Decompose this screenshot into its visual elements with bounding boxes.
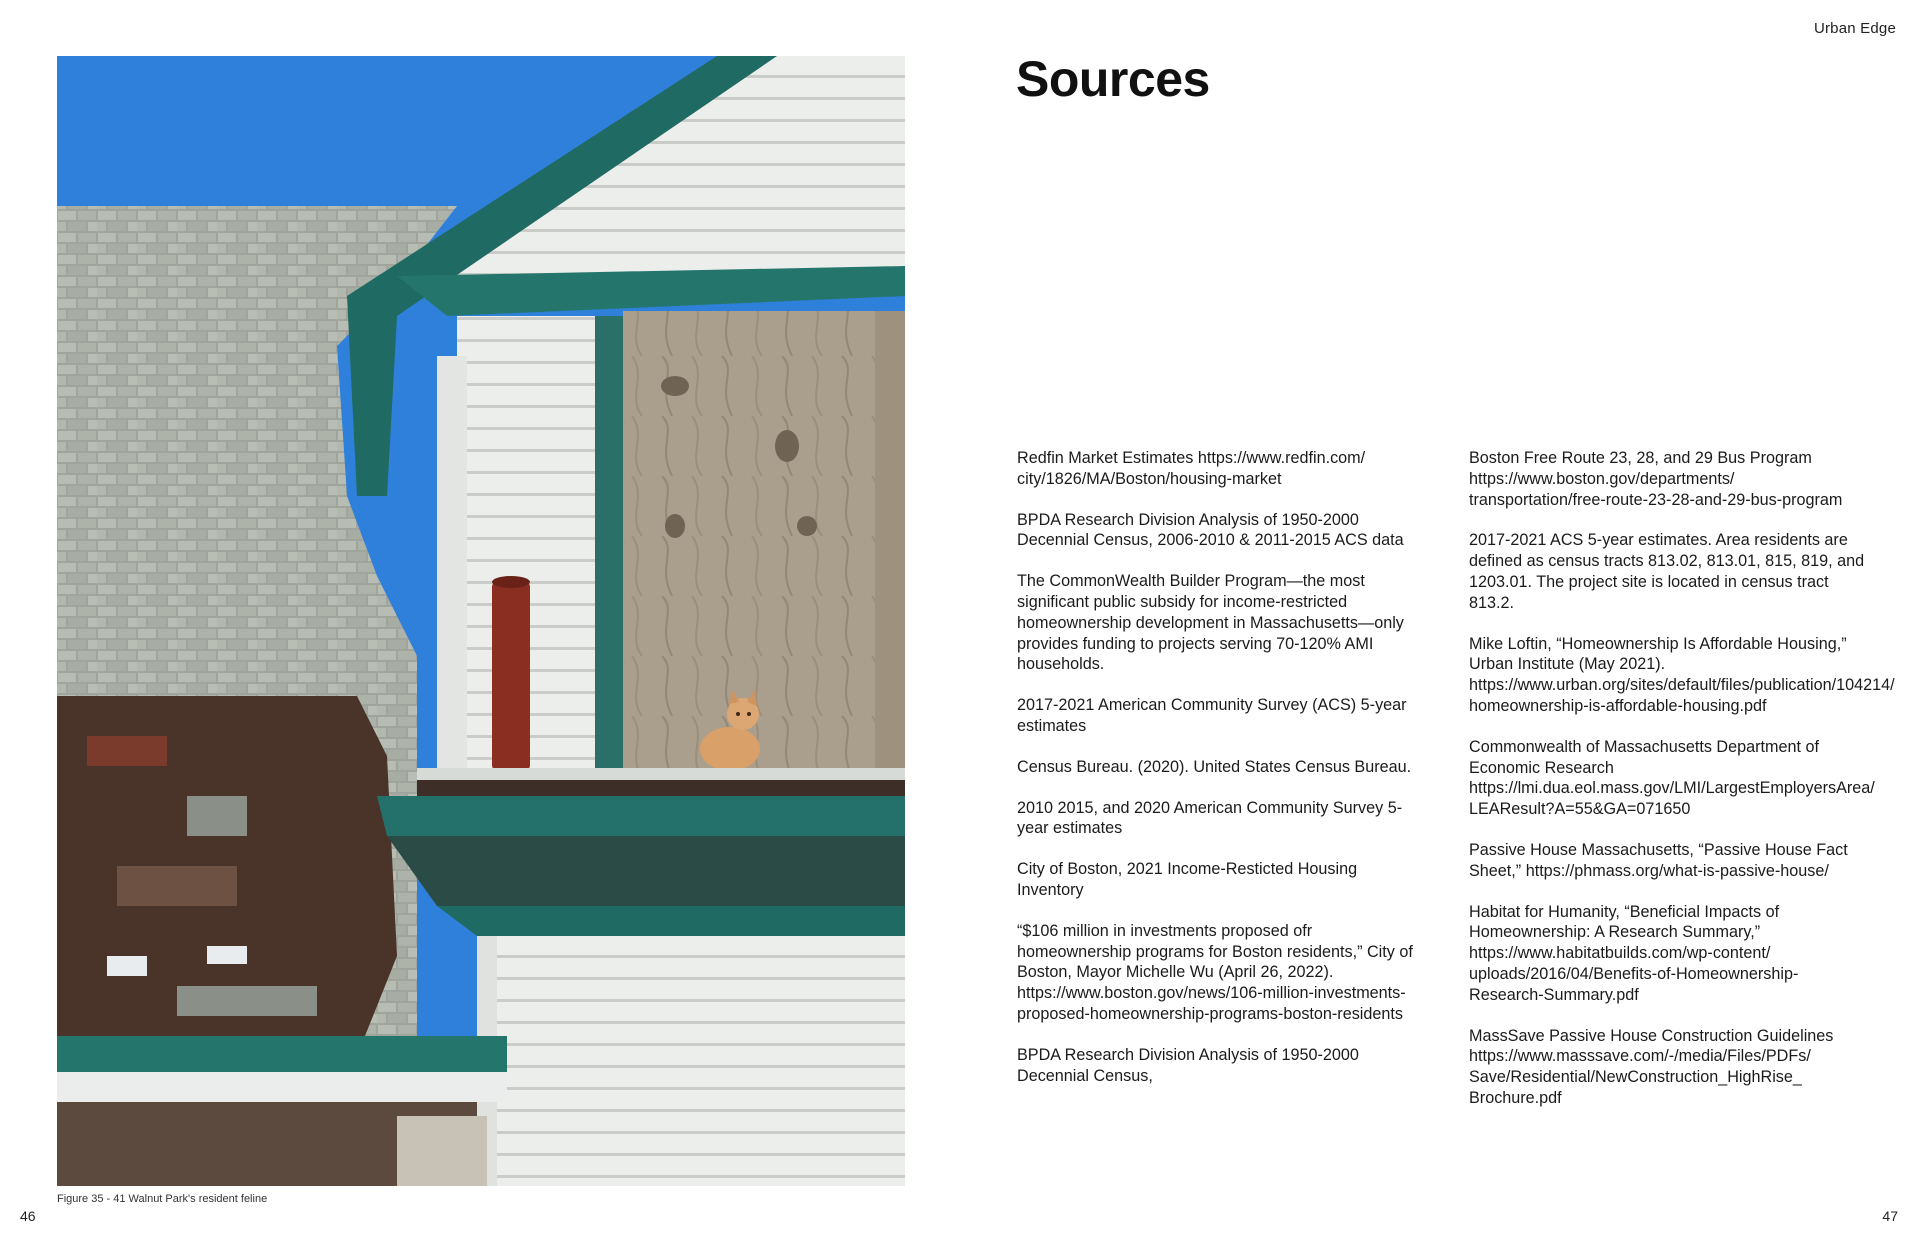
sources-right-column <box>1469 448 1895 1129</box>
source-entry: The CommonWealth Builder Program—the most significant public subsidy for income-restricted homeownership development in Massachusetts—only provides funding to projects serving 70-120% AMI households. <box>1017 572 1404 674</box>
source-entry: Census Bureau. (2020). United States Census Bureau. <box>1017 757 1412 776</box>
source-entry: BPDA Research Division Analysis of 1950-2000 Decennial Census, 2006-2010 & 2011-2015 ACS data <box>1017 510 1404 550</box>
source-entry: City of Boston, 2021 Income-Resticted Housing Inventory <box>1017 860 1358 899</box>
source-entry: Commonwealth of Massachusetts Department of Economic Research https://lmi.dua.eol.mass.gov/LMI/LargestEmployersArea/ LEAResult?A=55&GA=071650 <box>1469 737 1875 819</box>
page-number-left: 46 <box>20 1208 36 1224</box>
house-photo <box>57 56 905 1186</box>
source-entry: BPDA Research Division Analysis of 1950-2000 Decennial Census, <box>1017 1045 1359 1085</box>
cornice <box>377 796 905 836</box>
window-sill <box>417 768 905 780</box>
source-entry: 2010 2015, and 2020 American Community Survey 5-year estimates <box>1017 798 1403 838</box>
source-entry: Boston Free Route 23, 28, and 29 Bus Program https://www.boston.gov/departments/ transportation/free-route-23-28-and-29-bus-program <box>1469 449 1843 509</box>
source-entry: Mike Loftin, “Homeownership Is Affordable Housing,” Urban Institute (May 2021). https://www.urban.org/sites/default/files/publication/104214/ homeownership-is-affordable-housing.pdf <box>1469 634 1895 715</box>
running-header: Urban Edge <box>1813 20 1896 37</box>
source-entry: Redfin Market Estimates https://www.redfin.com/ city/1826/MA/Boston/housing-market <box>1017 449 1366 488</box>
section-title: Sources <box>1016 51 1210 107</box>
page-number-right: 47 <box>1882 1208 1898 1224</box>
lower-siding <box>487 936 905 1186</box>
gutter <box>57 1036 507 1072</box>
sources-left-column <box>1017 448 1417 1106</box>
source-entry: 2017-2021 American Community Survey (ACS) 5-year estimates <box>1017 696 1407 735</box>
source-entry: “$106 million in investments proposed ofr homeownership programs for Boston residents,” City of Boston, Mayor Michelle Wu (April 26, 2022). https://www.boston.gov/news/106-million-investments-proposed-homeownership-programs-boston-residents <box>1017 921 1413 1023</box>
source-entry: 2017-2021 ACS 5-year estimates. Area residents are defined as census tracts 813.02, 813.01, 815, 819, and 1203.01. The project site is located in census tract 813.2. <box>1469 531 1865 612</box>
source-entry: Habitat for Humanity, “Beneficial Impacts of Homeownership: A Research Summary,” https://www.habitatbuilds.com/wp-content/ uploads/2016/04/Benefits-of-Homeownership-Research-Summary.pdf <box>1469 902 1799 1004</box>
source-entry: Passive House Massachusetts, “Passive House Fact Sheet,” https://phmass.org/what-is-passive-house/ <box>1469 840 1848 880</box>
figure-caption: Figure 35 - 41 Walnut Park's resident feline <box>57 1193 268 1205</box>
chimney-pipe <box>492 581 530 771</box>
source-entry: MassSave Passive House Construction Guidelines https://www.masssave.com/-/media/Files/PDFs/ Save/Residential/NewConstruction_HighRise_ Brochure.pdf <box>1469 1026 1834 1107</box>
